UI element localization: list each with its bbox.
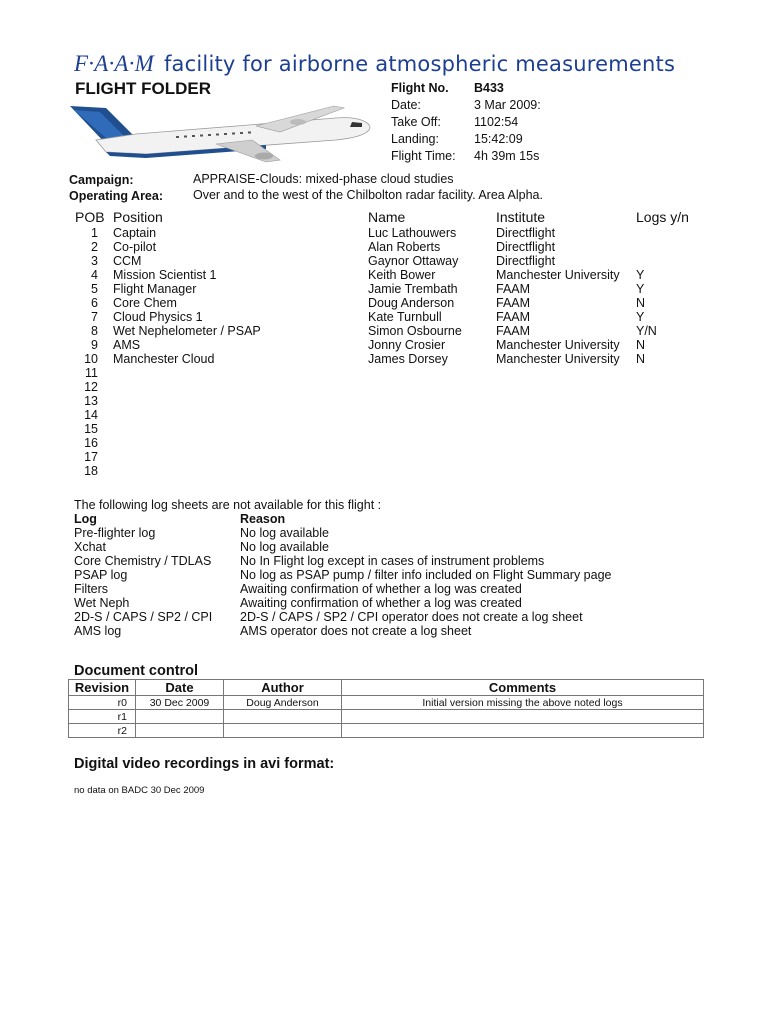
institute-cell: FAAM [496,310,531,324]
logs-cell: Y/N [636,324,657,338]
pob-cell: 9 [91,338,98,352]
author-cell: Doug Anderson [224,696,342,710]
flight-no-label: Flight No. [391,81,449,95]
pob-header: POB [75,209,105,225]
institute-cell: Directflight [496,254,556,268]
log-cell: AMS log [74,624,122,638]
reason-cell: No log as PSAP pump / filter info included on Flight Summary page [240,568,612,582]
name-cell: Kate Turnbull [368,310,442,324]
pob-cell: 11 [85,366,98,380]
revision-cell: r2 [69,724,136,738]
comments-cell [342,710,704,724]
pob-cell: 14 [84,408,98,422]
logs-header: Logs y/n [636,209,689,225]
position-cell: Captain [113,226,157,240]
date-value: 3 Mar 2009: [474,98,541,112]
name-cell: Gaynor Ottaway [368,254,459,268]
pob-cell: 13 [84,394,98,408]
landing-label: Landing: [391,132,439,146]
pob-cell: 10 [84,352,98,366]
position-cell: Flight Manager [113,282,197,296]
pob-cell: 5 [91,282,98,296]
pob-cell: 16 [84,436,98,450]
log-cell: 2D-S / CAPS / SP2 / CPI [74,610,213,624]
pob-cell: 18 [84,464,98,478]
log-cell: Xchat [74,540,106,554]
institute-cell: Manchester University [496,338,620,352]
name-cell: Alan Roberts [368,240,441,254]
log-cell: Pre-flighter log [74,526,156,540]
logs-cell: Y [636,282,645,296]
log-cell: PSAP log [74,568,128,582]
reason-column [240,512,612,638]
name-cell: Jamie Trembath [368,282,458,296]
institute-cell: Manchester University [496,352,620,366]
name-column [368,226,462,366]
pob-cell: 3 [91,254,98,268]
logs-cell: N [636,338,646,352]
name-cell: Keith Bower [368,268,436,282]
operating-area-value: Over and to the west of the Chilbolton radar facility. Area Alpha. [193,188,543,202]
position-cell: AMS [113,338,141,352]
pob-cell: 4 [91,268,98,282]
pob-cell: 7 [91,310,98,324]
flight-time-value: 4h 39m 15s [474,149,540,163]
name-header: Name [368,209,406,225]
institute-cell: FAAM [496,296,531,310]
landing-value: 15:42:09 [474,132,523,146]
comments-cell: Initial version missing the above noted logs [342,696,704,710]
institute-header: Institute [496,209,546,225]
takeoff-value: 1102:54 [474,115,519,129]
operating-area-label: Operating Area: [69,189,164,203]
author-cell [224,724,342,738]
reason-cell: AMS operator does not create a log sheet [240,624,472,638]
faam-logo: F·A·A·M [74,51,154,76]
reason-cell: 2D-S / CAPS / SP2 / CPI operator does not create a log sheet [240,610,583,624]
comments-header: Comments [342,680,704,696]
logs-cell: Y [636,310,645,324]
campaign-label: Campaign: [69,173,134,187]
pob-cell: 6 [91,296,98,310]
reason-header: Reason [240,512,286,526]
document-control-title: Document control [74,663,199,679]
institute-cell: FAAM [496,324,531,338]
name-cell: Simon Osbourne [368,324,462,338]
pob-cell: 15 [84,422,98,436]
pob-cell: 2 [91,240,98,254]
logs-cell: N [636,352,646,366]
institute-column [496,226,620,366]
logs-column [636,268,657,366]
position-cell: CCM [113,254,142,268]
reason-cell: No In Flight log except in cases of instrument problems [240,554,545,568]
pob-cell: 1 [91,226,98,240]
faam-banner [74,50,675,77]
date-cell: 30 Dec 2009 [136,696,224,710]
pob-cell: 12 [84,380,98,394]
log-cell: Core Chemistry / TDLAS [74,554,212,568]
table-row [69,724,704,738]
date-cell [136,710,224,724]
position-cell: Mission Scientist 1 [113,268,217,282]
flight-time-label: Flight Time: [391,149,456,163]
pob-cell: 8 [91,324,98,338]
institute-cell: FAAM [496,282,531,296]
position-cell: Core Chem [113,296,177,310]
revision-cell: r0 [69,696,136,710]
flight-no-value: B433 [474,81,504,95]
comments-cell [342,724,704,738]
position-cell: Wet Nephelometer / PSAP [113,324,261,338]
name-cell: James Dorsey [368,352,448,366]
reason-cell: Awaiting confirmation of whether a log was created [240,582,522,596]
position-cell: Cloud Physics 1 [113,310,203,324]
revision-header: Revision [69,680,136,696]
author-header: Author [224,680,342,696]
faam-tagline: facility for airborne atmospheric measurements [163,52,676,76]
folder-title: FLIGHT FOLDER [75,79,211,98]
reason-cell: No log available [240,526,329,540]
video-note: no data on BADC 30 Dec 2009 [74,785,205,796]
revision-cell: r1 [69,710,136,724]
video-title: Digital video recordings in avi format: [74,756,335,772]
date-header: Date [136,680,224,696]
logs-cell: N [636,296,646,310]
pob-cell: 17 [84,450,98,464]
institute-cell: Manchester University [496,268,620,282]
table-row [69,696,704,710]
log-header: Log [74,512,97,526]
campaign-value: APPRAISE-Clouds: mixed-phase cloud studies [193,172,454,186]
aircraft-illustration [66,100,376,172]
author-cell [224,710,342,724]
name-cell: Luc Lathouwers [368,226,457,240]
logs-intro: The following log sheets are not available for this flight : [74,498,382,512]
position-header: Position [113,209,163,225]
date-label: Date: [391,98,421,112]
name-cell: Jonny Crosier [368,338,446,352]
pob-column [70,226,98,478]
institute-cell: Directflight [496,240,556,254]
log-column [74,512,212,638]
log-cell: Filters [74,582,109,596]
table-row [69,710,704,724]
takeoff-label: Take Off: [391,115,441,129]
position-column [113,226,261,366]
logs-cell: Y [636,268,645,282]
institute-cell: Directflight [496,226,556,240]
position-cell: Co-pilot [113,240,157,254]
reason-cell: No log available [240,540,329,554]
date-cell [136,724,224,738]
revision-table-header [69,680,704,696]
reason-cell: Awaiting confirmation of whether a log was created [240,596,522,610]
log-cell: Wet Neph [74,596,130,610]
position-cell: Manchester Cloud [113,352,215,366]
name-cell: Doug Anderson [368,296,455,310]
revision-table [68,679,704,738]
